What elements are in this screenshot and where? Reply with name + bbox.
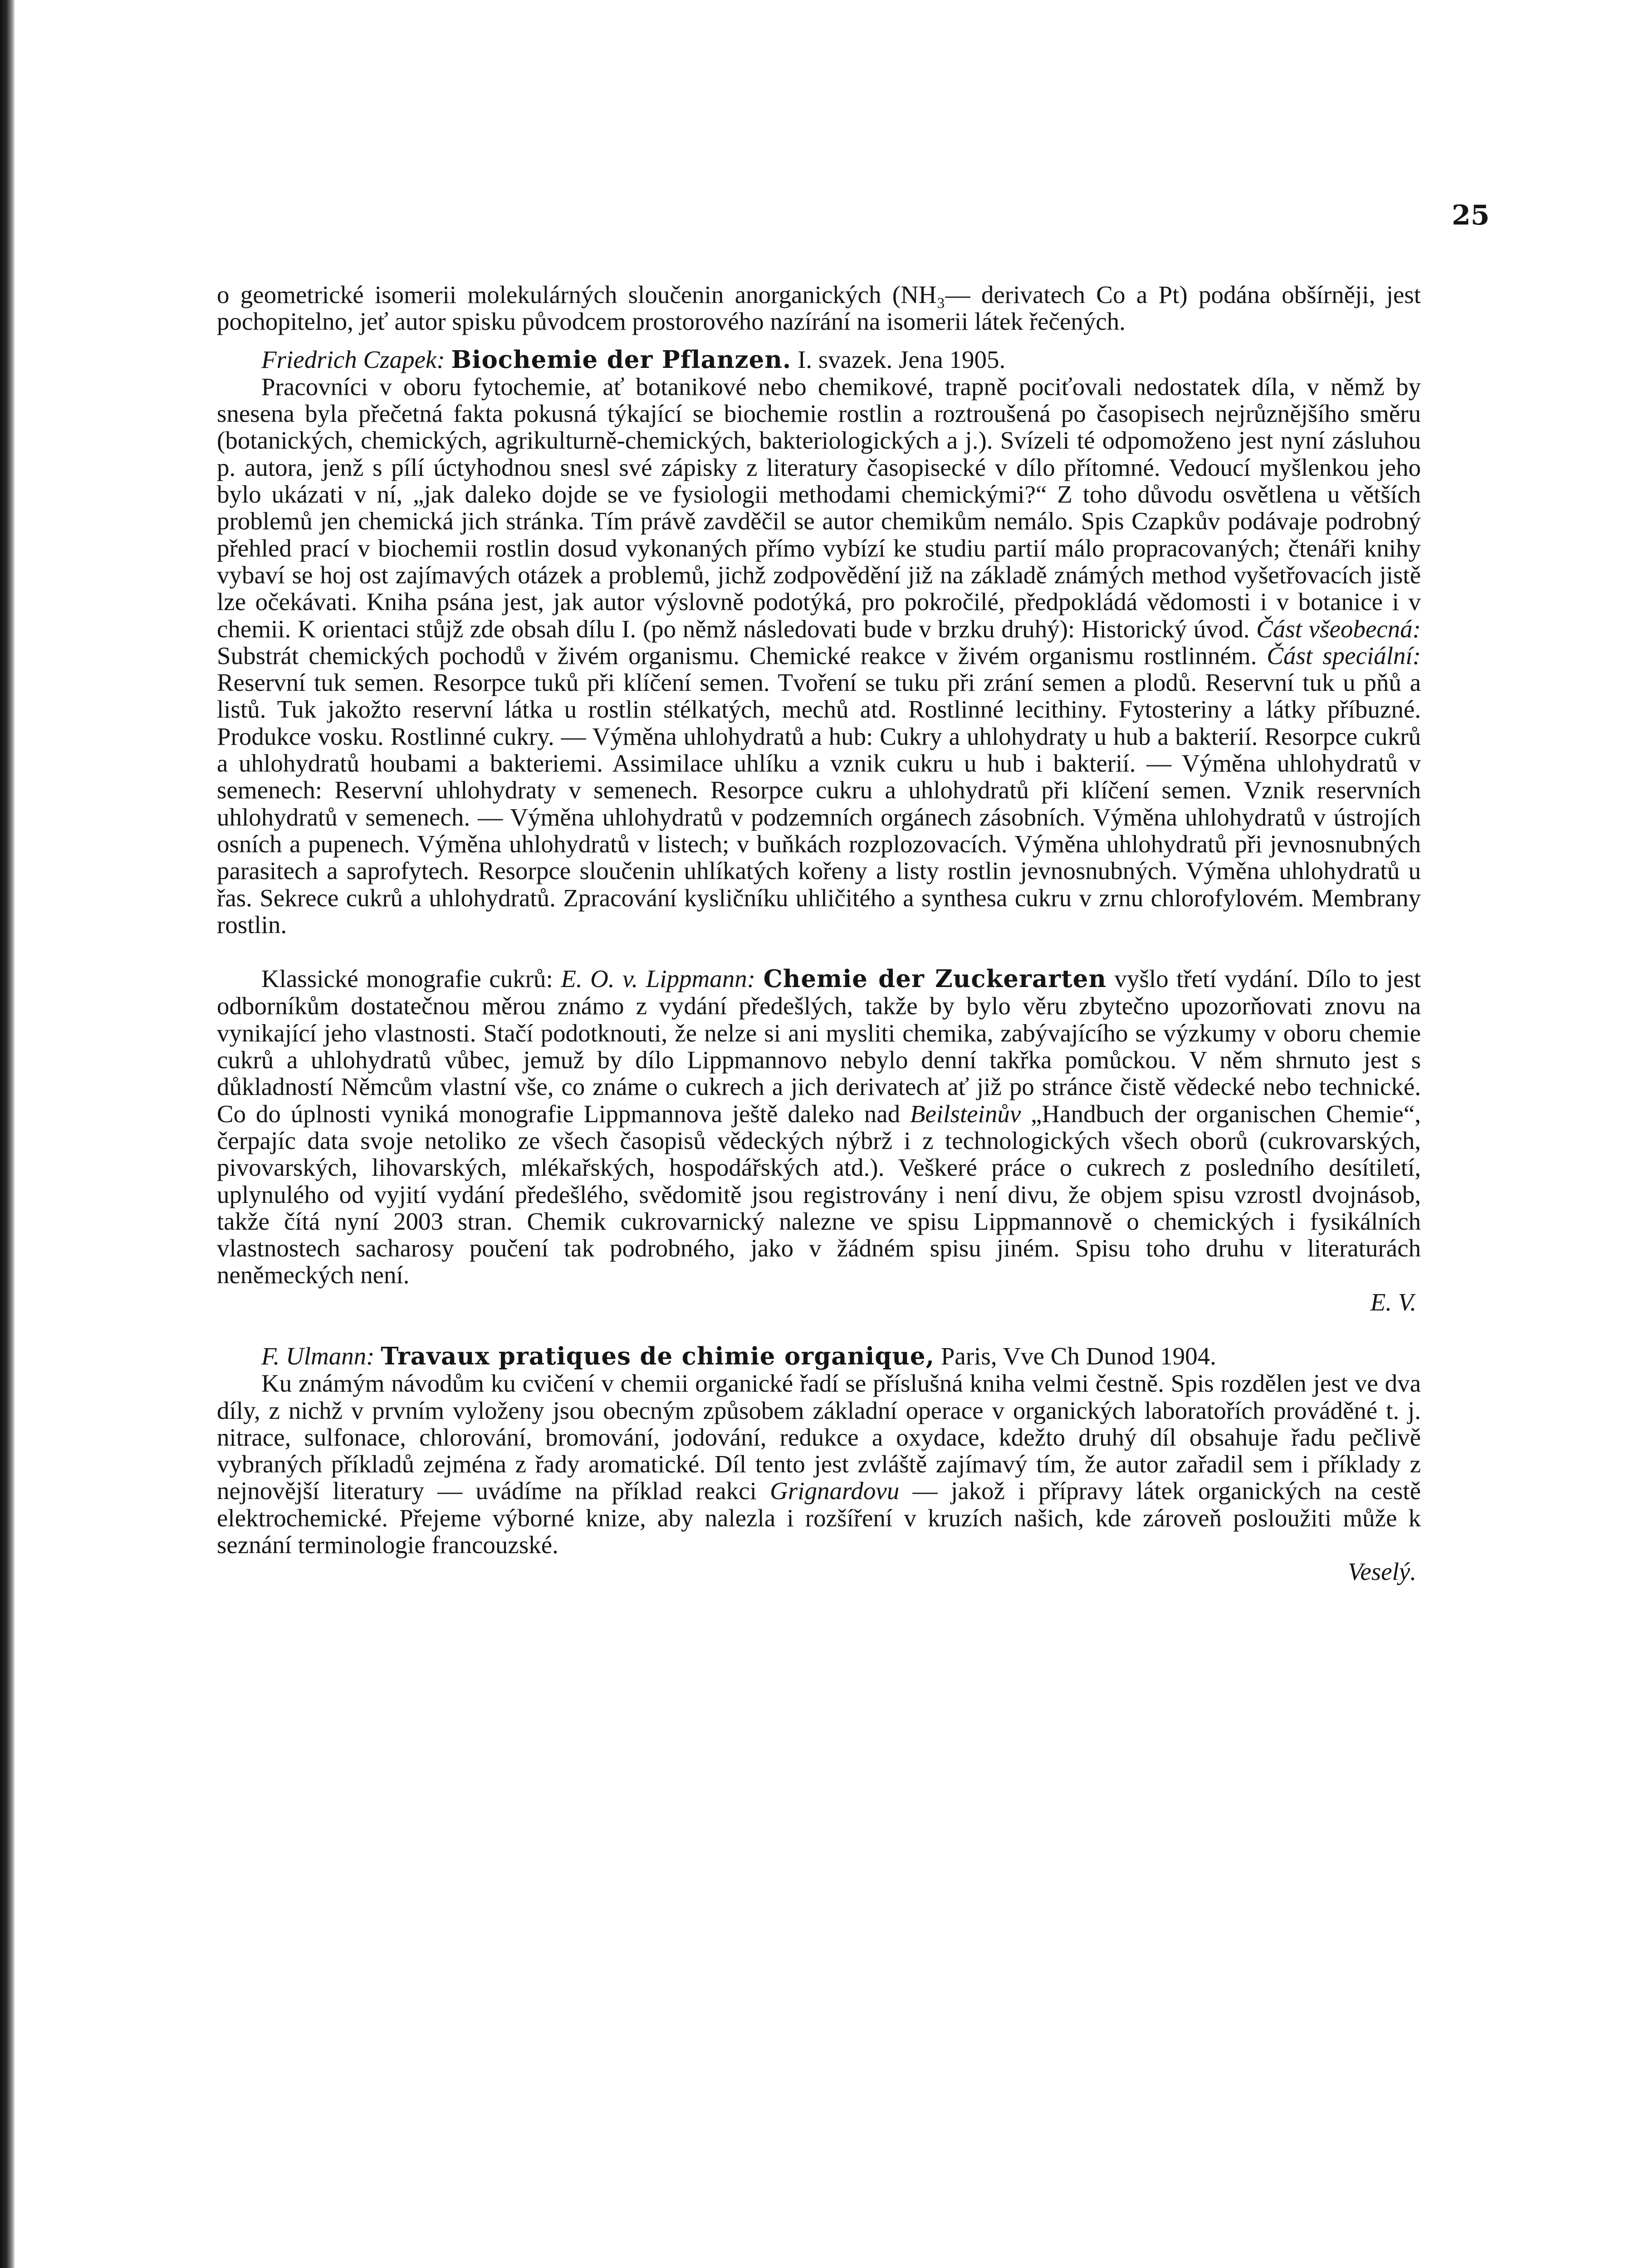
- review-details: Paris, Vve Ch Dunod 1904.: [935, 1342, 1216, 1370]
- review-body: Reservní tuk semen. Resorpce tuků při klíčení semen. Tvoření se tuku při zrání semen a plodů. Reservní tuk u pňů a listů. Tuk jakožto reservní látka u rostlin stélkatých, mechů atd. Rostlinné lecithiny. Fytosteriny a látky příbuzné. Produkce vosku. Rostlinné cukry. — Výměna uhlohydratů a hub: Cukry a uhlohydraty u hub a bakterií. Resorpce cukrů a uhlohydratů houbami a bakteriemi. Assimilace uhlíku a vznik cukru u hub i bakterií. — Výměna uhlohydratů v semenech: Reservní uhlohydraty v semenech. Resorpce cukru a uhlohydratů při klíčení semen. Vznik reservních uhlohydratů v semenech. — Výměna uhlohydratů v podzemních orgánech zásobních. Výměna uhlohydratů v ústrojích osních a pupenech. Výměna uhlohydratů v listech; v buňkách rozplozovacích. Výměna uhlohydratů při jevnosnubných parasitech a saprofytech. Resorpce sloučenin uhlíkatých kořeny a listy rostlin jevnosnubných. Výměna uhlohydratů u řas. Sekrece cukrů a uhlohydratů. Zpracování kysličníku uhličitého a synthesa cukru v zrnu chlorofylovém. Membrany rostlin.: [217, 669, 1421, 938]
- review-author: E. O. v. Lippmann:: [561, 965, 756, 993]
- review-ulmann-heading: [217, 1343, 1421, 1370]
- review-lippmann: [217, 965, 1421, 1289]
- review-body: Ku známým návodům ku cvičení v chemii organické řadí se příslušná kniha velmi čestně. Spis rozdělen jest ve dva díly, z nichž v prvním vyloženy jsou obecným způsobem základní operace v organických laboratořích prováděné t. j. nitrace, sulfonace, chlorování, bromování, jodování, redukce a oxydace, kdežto druhý díl obsahuje řadu pečlivě vybraných příkladů zejména z řady aromatické. Díl tento jest zvláště zajímavý tím, že autor zařadil sem i příklady z nejnovější literatury — uvádíme na příklad reakci: [217, 1369, 1421, 1505]
- review-signature-row: [217, 1558, 1421, 1585]
- reference-name: Beilsteinův: [910, 1100, 1021, 1128]
- review-ulmann-body: [217, 1370, 1421, 1558]
- review-title: Travaux pratiques de chimie organique,: [381, 1342, 935, 1370]
- review-czapek-body: [217, 373, 1421, 938]
- review-details: I. svazek. Jena 1905.: [791, 345, 1006, 373]
- review-body: — jakož i přípravy látek organických na cestě elektrochemické. Přejeme výborné knize, aby nalezla i rozšíření v kruzích našich, kde zároveň posloužiti může k seznání terminologie francouzské.: [217, 1477, 1421, 1559]
- section-label: Část speciální:: [1267, 641, 1421, 670]
- reviewer-signature: Veselý.: [1347, 1558, 1416, 1586]
- scan-binding-edge: [0, 0, 15, 2268]
- paragraph-isomerie-end: o geometrické isomerii molekulárných sloučenin anorganických (NH₃— derivatech Co a Pt) podána obšírněji, jest pochopitelno, jeť autor spisku původcem prostorového nazírání na isomerii látek řečených.: [217, 281, 1421, 336]
- review-body: Substrát chemických pochodů v živém organismu. Chemické reakce v živém organismu rostlinném.: [217, 641, 1257, 670]
- review-title: Biochemie der Pflanzen.: [451, 345, 792, 374]
- review-signature-row: [217, 1289, 1421, 1315]
- review-czapek-heading: [217, 346, 1421, 373]
- review-author: F. Ulmann:: [261, 1342, 375, 1370]
- review-author: Friedrich Czapek:: [261, 345, 445, 373]
- reference-name: Grignardovu: [770, 1477, 900, 1505]
- text-column: [217, 281, 1421, 1585]
- review-body: vyšlo třetí vydání. Dílo to jest odborníkům dostatečnou měrou známo z vydání předešlých, takže by bylo věru zbytečno upozorňovati znovu na vynikající jeho vlastnosti. Stačí podotknouti, že nelze si ani mysliti chemika, zabývajícího se výzkumy v oboru chemie cukrů a uhlohydratů vůbec, jemuž by dílo Lippmannovo nebylo denní takřka pomůckou. V něm shrnuto jest s důkladností Němcům vlastní vše, co známe o cukrech a jich derivatech ať již po stránce čistě vědecké nebo technické. Co do úplnosti vyniká monografie Lippmannova ještě daleko nad: [217, 965, 1421, 1128]
- page-number: 25: [1452, 200, 1490, 231]
- reviewer-signature: E. V.: [1370, 1288, 1416, 1316]
- review-body: „Handbuch der organischen Chemie“, čerpajíc data svoje netoliko ze všech časopisů vědeckých nýbrž i z technologických všech oborů (cukrovarských, pivovarských, lihovarských, mlékařských, hospodářských atd.). Veškeré práce o cukrech z posledního desítiletí, uplynulého od vyjití vydání předešlého, svědomitě jsou registrovány i není divu, že objem spisu vzrostl dvojnásob, takže čítá nyní 2003 stran. Chemik cukrovarnický nalezne ve spisu Lippmannově o chemických i fysikálních vlastnostech sacharosy poučení tak podrobného, jako v žádném spisu jiném. Spisu toho druhu v literaturách neněmeckých není.: [217, 1100, 1421, 1289]
- review-body: Pracovníci v oboru fytochemie, ať botanikové nebo chemikové, trapně pociťovali nedostatek díla, v němž by snesena byla přečetná fakta pokusná týkající se biochemie rostlin a roztroušená po časopisech nejrůznějšího směru (botanických, chemických, agrikulturně-chemických, bakteriologických a j.). Svízeli té odpomoženo jest nyní zásluhou p. autora, jenž s pílí úctyhodnou snesl své zápisky z literatury časopisecké v dílo přítomné. Vedoucí myšlenkou jeho bylo ukázati v ní, „jak daleko dojde se ve fysiologii methodami chemickými?“ Z toho důvodu osvětlena u větších problemů jen chemická jich stránka. Tím právě zavděčil se autor chemikům nemálo. Spis Czapkův podávaje podrobný přehled prací v biochemii rostlin dosud vykonaných přímo vybízí ke studiu partií málo propracovaných; čtenáři knihy vybaví se hoj ost zajímavých otázek a problemů, jichž zodpovědění již na základě známých method vyšetřovacích jistě lze očekávati. Kniha psána jest, jak autor výslovně podotýká, pro pokročilé, předpokládá vědomosti i v botanice i v chemii. K orientaci stůjž zde obsah dílu I. (po němž následovati bude v brzku druhý): Historický úvod.: [217, 372, 1421, 643]
- review-title: Chemie der Zuckerarten: [763, 965, 1106, 993]
- section-label: Část všeobecná:: [1256, 615, 1421, 643]
- review-intro: Klassické monografie cukrů:: [261, 965, 561, 993]
